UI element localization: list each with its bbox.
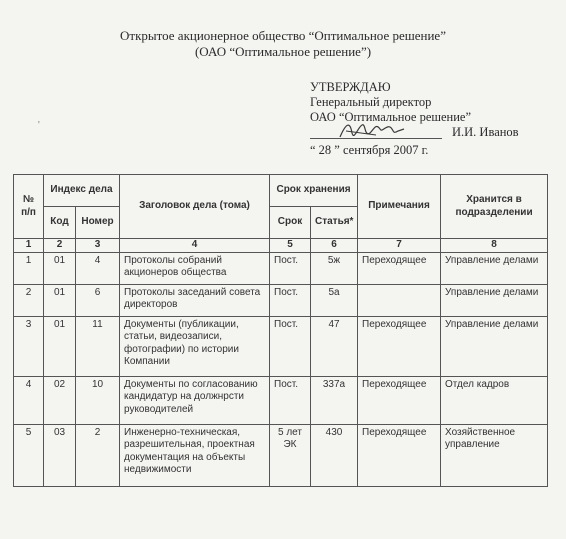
cell-code: 01 (44, 284, 76, 316)
cell-number: 6 (76, 284, 120, 316)
cell-title: Инженерно-техническая, разрешительная, проектная документация на объекты недвижимости (120, 424, 270, 486)
cell-article: 47 (311, 316, 358, 376)
approval-date: “ 28 ” сентября 2007 г. (310, 143, 429, 157)
signature-icon (336, 119, 406, 143)
approval-position: Генеральный директор (310, 95, 432, 109)
table-row (14, 424, 548, 486)
cell-code: 03 (44, 424, 76, 486)
org-header (0, 28, 566, 60)
header-index: Индекс дела (44, 175, 120, 207)
cell-dept: Управление делами (441, 284, 548, 316)
cell-dept: Управление делами (441, 252, 548, 284)
col-number: 8 (441, 239, 548, 253)
cell-number: 10 (76, 376, 120, 424)
cell-dept: Отдел кадров (441, 376, 548, 424)
col-number: 3 (76, 239, 120, 253)
header-num: № п/п (14, 175, 44, 239)
header-number: Номер (76, 207, 120, 239)
cell-article: 5а (311, 284, 358, 316)
signature-row (310, 125, 519, 141)
cell-term: Пост. (270, 376, 311, 424)
cell-article: 430 (311, 424, 358, 486)
cell-notes: Переходящее (358, 376, 441, 424)
cell-dept: Хозяйственное управление (441, 424, 548, 486)
table-row (14, 376, 548, 424)
col-number: 1 (14, 239, 44, 253)
margin-mark: ' (38, 120, 40, 131)
header-stored-in: Хранится в подразделении (441, 175, 548, 239)
cell-number: 4 (76, 252, 120, 284)
cell-num: 3 (14, 316, 44, 376)
header-term: Срок (270, 207, 311, 239)
header-code: Код (44, 207, 76, 239)
cell-term: Пост. (270, 316, 311, 376)
cell-code: 01 (44, 316, 76, 376)
cell-title: Протоколы заседаний совета директоров (120, 284, 270, 316)
cell-term: 5 лет ЭК (270, 424, 311, 486)
cell-notes: Переходящее (358, 316, 441, 376)
col-number: 4 (120, 239, 270, 253)
cell-term: Пост. (270, 252, 311, 284)
cell-code: 02 (44, 376, 76, 424)
cell-code: 01 (44, 252, 76, 284)
column-numbers-row (14, 239, 548, 253)
approval-title: УТВЕРЖДАЮ (310, 80, 391, 94)
cell-term: Пост. (270, 284, 311, 316)
table-row (14, 284, 548, 316)
org-full-name: Открытое акционерное общество “Оптимальное решение” (120, 28, 446, 43)
approval-block (310, 80, 519, 158)
cell-number: 11 (76, 316, 120, 376)
cell-notes: Переходящее (358, 252, 441, 284)
cell-num: 1 (14, 252, 44, 284)
cell-notes (358, 284, 441, 316)
cell-title: Документы (публикации, статьи, видеозаписи, фотографии) по истории Компании (120, 316, 270, 376)
cell-title: Протоколы собраний акционеров общества (120, 252, 270, 284)
cell-num: 5 (14, 424, 44, 486)
cell-title: Документы по согласованию кандидатур на должнрсти руководителей (120, 376, 270, 424)
cell-article: 337а (311, 376, 358, 424)
col-number: 7 (358, 239, 441, 253)
cell-notes: Переходящее (358, 424, 441, 486)
cell-num: 2 (14, 284, 44, 316)
org-short-name: (ОАО “Оптимальное решение”) (194, 44, 372, 59)
nomenclature-table (13, 174, 548, 487)
header-notes: Примечания (358, 175, 441, 239)
header-title: Заголовок дела (тома) (120, 175, 270, 239)
approver-name: И.И. Иванов (452, 125, 519, 139)
cell-dept: Управление делами (441, 316, 548, 376)
cell-number: 2 (76, 424, 120, 486)
table-row (14, 252, 548, 284)
col-number: 5 (270, 239, 311, 253)
col-number: 2 (44, 239, 76, 253)
col-number: 6 (311, 239, 358, 253)
approval-org: ОАО “Оптимальное решение” (310, 110, 472, 124)
table-row (14, 316, 548, 376)
cell-article: 5ж (311, 252, 358, 284)
header-storage: Срок хранения (270, 175, 358, 207)
cell-num: 4 (14, 376, 44, 424)
header-article: Статья* (311, 207, 358, 239)
